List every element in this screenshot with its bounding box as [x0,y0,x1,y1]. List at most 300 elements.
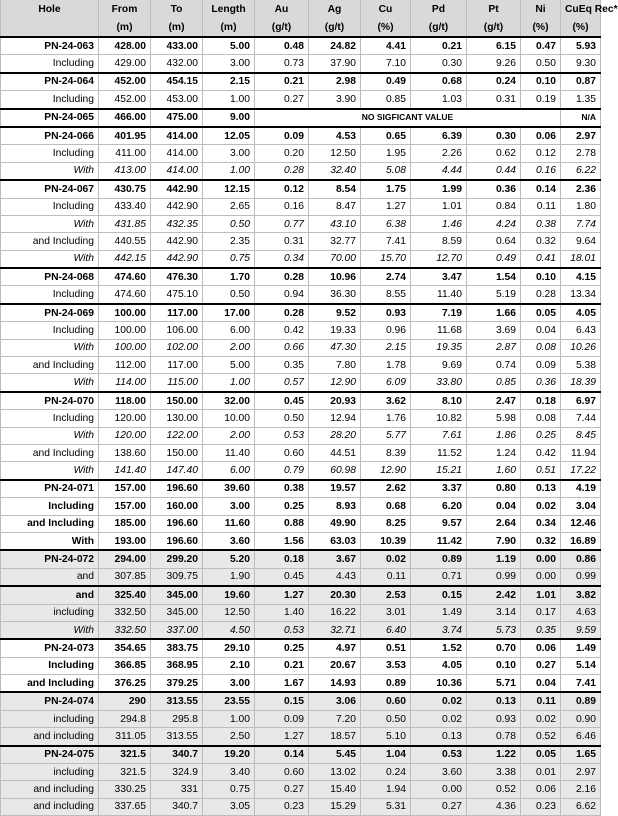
cell-from: 474.60 [99,268,151,286]
cell-ni: 0.04 [521,675,561,693]
table-row [1,250,601,268]
cell-ni: 0.18 [521,392,561,410]
cell-length: 3.60 [203,532,255,550]
cell-ni: 1.01 [521,586,561,604]
hole-id: PN-24-072 [1,550,99,568]
hole-id: PN-24-066 [1,127,99,145]
cell-cueq: 4.63 [561,604,601,621]
cell-pd: 0.15 [411,586,467,604]
table-row [1,710,601,727]
hole-id: and [1,586,99,604]
cell-to: 313.55 [151,728,203,746]
cell-ag: 12.94 [309,410,361,427]
hole-id: Including [1,198,99,215]
column-unit-ag: (g/t) [309,18,361,37]
cell-cu: 8.39 [361,444,411,461]
cell-cueq: 18.39 [561,374,601,392]
cell-pt: 1.24 [467,444,521,461]
cell-cu: 0.68 [361,498,411,515]
cell-pd: 1.03 [411,91,467,109]
cell-au: 0.94 [255,286,309,304]
cell-au: 1.27 [255,586,309,604]
cell-ni: 0.09 [521,357,561,374]
cell-ni: 0.16 [521,162,561,180]
table-row [1,586,601,604]
cell-from: 440.55 [99,233,151,250]
cell-cueq: 16.89 [561,532,601,550]
table-row [1,109,601,127]
cell-pt: 2.42 [467,586,521,604]
cell-length: 2.15 [203,73,255,91]
cell-length: 5.00 [203,357,255,374]
cell-cueq: 11.94 [561,444,601,461]
cell-length: 10.00 [203,410,255,427]
cell-pd: 19.35 [411,339,467,356]
cell-pt: 0.52 [467,781,521,798]
cell-pd: 0.53 [411,746,467,764]
cell-pt: 2.47 [467,392,521,410]
cell-ag: 43.10 [309,215,361,232]
cell-from: 157.00 [99,480,151,498]
cell-to: 340.7 [151,746,203,764]
cell-ni: 0.17 [521,604,561,621]
cell-cu: 0.50 [361,710,411,727]
cell-ni: 0.25 [521,427,561,444]
cell-length: 4.50 [203,621,255,639]
hole-id: and Including [1,444,99,461]
cell-length: 5.20 [203,550,255,568]
cell-length: 17.00 [203,304,255,322]
cell-to: 309.75 [151,568,203,586]
cell-pt: 6.15 [467,37,521,55]
cell-length: 3.00 [203,498,255,515]
cell-to: 475.10 [151,286,203,304]
hole-id: With [1,339,99,356]
cell-from: 294.00 [99,550,151,568]
cell-to: 196.60 [151,532,203,550]
cell-pt: 0.85 [467,374,521,392]
cell-from: 413.00 [99,162,151,180]
hole-id: including [1,710,99,727]
cell-pt: 7.90 [467,532,521,550]
cell-length: 2.50 [203,728,255,746]
cell-cueq: 2.97 [561,127,601,145]
hole-id: PN-24-074 [1,692,99,710]
cell-from: 474.60 [99,286,151,304]
cell-cu: 0.89 [361,675,411,693]
cell-cueq: 17.22 [561,462,601,480]
hole-id: PN-24-067 [1,180,99,198]
cell-from: 100.00 [99,322,151,339]
cell-au: 0.16 [255,198,309,215]
cell-to: 313.55 [151,692,203,710]
hole-id: and Including [1,233,99,250]
cell-length: 23.55 [203,692,255,710]
cell-pt: 1.66 [467,304,521,322]
cell-ag: 37.90 [309,55,361,73]
hole-id: With [1,162,99,180]
cell-cueq: 0.87 [561,73,601,91]
cell-ag: 10.96 [309,268,361,286]
cell-au: 0.88 [255,515,309,532]
cell-cueq: 5.14 [561,657,601,674]
cell-pd: 1.49 [411,604,467,621]
cell-cu: 1.04 [361,746,411,764]
cell-au: 0.27 [255,91,309,109]
column-unit-au: (g/t) [255,18,309,37]
cell-to: 414.00 [151,127,203,145]
cell-au: 0.48 [255,37,309,55]
cell-to: 442.90 [151,233,203,250]
cell-ag: 2.98 [309,73,361,91]
cell-pt: 0.84 [467,198,521,215]
cell-ag: 20.93 [309,392,361,410]
cell-ag: 16.22 [309,604,361,621]
cell-pt: 0.93 [467,710,521,727]
table-row [1,746,601,764]
table-row [1,91,601,109]
table-row [1,37,601,55]
cell-pd: 6.39 [411,127,467,145]
cell-to: 454.15 [151,73,203,91]
hole-id: and Including [1,675,99,693]
cell-cu: 1.95 [361,145,411,162]
cell-au: 0.18 [255,550,309,568]
cell-au: 0.27 [255,781,309,798]
table-row [1,215,601,232]
cell-pd: 11.52 [411,444,467,461]
cell-ag: 36.30 [309,286,361,304]
cell-au: 0.28 [255,162,309,180]
cell-pd: 1.52 [411,639,467,657]
cell-length: 2.35 [203,233,255,250]
table-row [1,568,601,586]
cell-from: 307.85 [99,568,151,586]
cell-pd: 33.80 [411,374,467,392]
cell-ni: 0.19 [521,91,561,109]
cell-ag: 20.30 [309,586,361,604]
cell-pd: 1.46 [411,215,467,232]
hole-id: Including [1,657,99,674]
cell-to: 442.90 [151,250,203,268]
cell-ni: 0.14 [521,180,561,198]
table-row [1,728,601,746]
cell-pd: 15.21 [411,462,467,480]
cell-from: 112.00 [99,357,151,374]
cell-ag: 7.80 [309,357,361,374]
cell-ni: 0.05 [521,746,561,764]
cell-cueq: 0.86 [561,550,601,568]
cell-ni: 0.06 [521,127,561,145]
cell-pd: 3.60 [411,764,467,781]
cell-length: 29.10 [203,639,255,657]
hole-id: PN-24-071 [1,480,99,498]
table-row [1,55,601,73]
cell-length: 12.15 [203,180,255,198]
cell-pd: 3.74 [411,621,467,639]
cell-cueq: 5.38 [561,357,601,374]
cell-au: 0.77 [255,215,309,232]
table-row [1,374,601,392]
cell-cueq: 6.22 [561,162,601,180]
hole-id: With [1,250,99,268]
cell-cu: 6.38 [361,215,411,232]
cell-to: 299.20 [151,550,203,568]
column-header-to: To [151,0,203,18]
table-row [1,621,601,639]
cell-ni: 0.02 [521,498,561,515]
cell-pt: 5.98 [467,410,521,427]
cell-ni: 0.08 [521,339,561,356]
hole-id: and including [1,781,99,798]
cell-pd: 1.99 [411,180,467,198]
cell-cueq: 2.97 [561,764,601,781]
cell-cueq: 12.46 [561,515,601,532]
cell-to: 150.00 [151,392,203,410]
cell-cu: 2.15 [361,339,411,356]
cell-from: 442.15 [99,250,151,268]
cell-from: 100.00 [99,304,151,322]
cell-pd: 0.13 [411,728,467,746]
cell-cueq: 1.49 [561,639,601,657]
column-header-ag: Ag [309,0,361,18]
cell-from: 354.65 [99,639,151,657]
cell-ni: 0.50 [521,55,561,73]
cell-ni: 0.32 [521,233,561,250]
table-row [1,127,601,145]
cell-to: 102.00 [151,339,203,356]
cell-ni: 0.51 [521,462,561,480]
cell-cu: 7.10 [361,55,411,73]
cell-cu: 1.94 [361,781,411,798]
table-row [1,781,601,798]
cell-au: 0.23 [255,798,309,815]
cell-pd: 7.19 [411,304,467,322]
cell-pt: 0.49 [467,250,521,268]
hole-id: PN-24-068 [1,268,99,286]
cell-cueq: 6.43 [561,322,601,339]
table-row [1,675,601,693]
cell-pt: 0.24 [467,73,521,91]
table-row [1,604,601,621]
cell-pd: 11.42 [411,532,467,550]
hole-id: Including [1,55,99,73]
cell-from: 311.05 [99,728,151,746]
cell-length: 11.60 [203,515,255,532]
cell-pt: 0.30 [467,127,521,145]
cell-ni: 0.06 [521,781,561,798]
cell-ag: 4.53 [309,127,361,145]
hole-id: With [1,427,99,444]
cell-from: 337.65 [99,798,151,815]
cell-from: 157.00 [99,498,151,515]
hole-id: Including [1,410,99,427]
cell-length: 19.20 [203,746,255,764]
column-header-length: Length [203,0,255,18]
column-header-cueq: CuEq Rec* [561,0,601,18]
cell-cueq: 7.44 [561,410,601,427]
cell-pd: 1.01 [411,198,467,215]
column-unit-length: (m) [203,18,255,37]
cell-pd: 0.02 [411,692,467,710]
cell-cueq: 4.05 [561,304,601,322]
column-header-hole: Hole [1,0,99,18]
cell-pt: 0.31 [467,91,521,109]
cell-cu: 0.93 [361,304,411,322]
cell-pd: 6.20 [411,498,467,515]
cell-ni: 0.27 [521,657,561,674]
cell-pt: 4.24 [467,215,521,232]
cell-au: 0.73 [255,55,309,73]
table-header [1,0,618,37]
hole-id: PN-24-073 [1,639,99,657]
cell-au: 0.12 [255,180,309,198]
cell-to: 379.25 [151,675,203,693]
cell-pt: 3.69 [467,322,521,339]
table-row [1,198,601,215]
cell-to: 433.00 [151,37,203,55]
cell-ag: 9.52 [309,304,361,322]
cell-au: 0.57 [255,374,309,392]
cell-length: 1.90 [203,568,255,586]
cell-to: 147.40 [151,462,203,480]
column-header-cu: Cu [361,0,411,18]
cell-cueq: 18.01 [561,250,601,268]
hole-id: Including [1,286,99,304]
cell-cueq: 4.15 [561,268,601,286]
cell-to: 414.00 [151,162,203,180]
table-row [1,480,601,498]
cell-cu: 1.78 [361,357,411,374]
cell-ni: 0.12 [521,145,561,162]
cell-ni: 0.05 [521,304,561,322]
column-unit-cueq: (%) [561,18,601,37]
cell-from: 120.00 [99,427,151,444]
cell-pd: 3.37 [411,480,467,498]
column-header-pt: Pt [467,0,521,18]
cell-pt: 3.38 [467,764,521,781]
cell-cueq: 9.59 [561,621,601,639]
cell-to: 475.00 [151,109,203,127]
cell-pt: 5.71 [467,675,521,693]
table-row [1,427,601,444]
cell-au: 0.38 [255,480,309,498]
cell-ag: 63.03 [309,532,361,550]
cell-cu: 5.77 [361,427,411,444]
cell-pt: 0.74 [467,357,521,374]
table-row [1,180,601,198]
cell-from: 366.85 [99,657,151,674]
cell-pt: 0.99 [467,568,521,586]
hole-id: With [1,621,99,639]
table-row [1,339,601,356]
cell-length: 2.00 [203,427,255,444]
cell-from: 321.5 [99,764,151,781]
cell-cu: 0.51 [361,639,411,657]
cell-cu: 8.55 [361,286,411,304]
cell-ni: 0.42 [521,444,561,461]
cell-from: 401.95 [99,127,151,145]
cell-length: 1.00 [203,374,255,392]
cell-pd: 7.61 [411,427,467,444]
cell-au: 0.15 [255,692,309,710]
hole-id: and [1,568,99,586]
cell-cu: 15.70 [361,250,411,268]
cell-pd: 0.27 [411,798,467,815]
cell-pt: 0.64 [467,233,521,250]
column-header-from: From [99,0,151,18]
cell-from: 428.00 [99,37,151,55]
cell-cueq: 9.64 [561,233,601,250]
cell-au: 1.40 [255,604,309,621]
cell-au: 0.53 [255,621,309,639]
hole-id: and including [1,798,99,815]
cell-length: 6.00 [203,462,255,480]
cell-ni: 0.08 [521,410,561,427]
hole-id: and Including [1,515,99,532]
cell-ni: 0.04 [521,322,561,339]
column-unit-hole [1,18,99,37]
cell-to: 442.90 [151,198,203,215]
table-row [1,233,601,250]
table-row [1,498,601,515]
cell-pd: 3.47 [411,268,467,286]
cell-pd: 10.36 [411,675,467,693]
cell-ag: 4.97 [309,639,361,657]
hole-id: PN-24-069 [1,304,99,322]
cell-cueq: 0.99 [561,568,601,586]
cell-pd: 4.44 [411,162,467,180]
cell-from: 325.40 [99,586,151,604]
cell-length: 0.50 [203,286,255,304]
cell-pt: 1.19 [467,550,521,568]
cell-from: 452.00 [99,91,151,109]
cell-au: 0.60 [255,444,309,461]
cell-to: 432.00 [151,55,203,73]
cell-pd: 0.00 [411,781,467,798]
table-row [1,550,601,568]
cell-cueq: 13.34 [561,286,601,304]
cell-to: 130.00 [151,410,203,427]
cell-au: 1.27 [255,728,309,746]
cell-au: 1.56 [255,532,309,550]
cell-length: 2.65 [203,198,255,215]
table-body [1,37,601,816]
cell-au: 0.09 [255,710,309,727]
cell-ni: 0.32 [521,532,561,550]
cell-au: 0.45 [255,392,309,410]
cell-length: 5.00 [203,37,255,55]
cell-from: 118.00 [99,392,151,410]
cell-cu: 4.41 [361,37,411,55]
hole-id: and Including [1,357,99,374]
hole-id: PN-24-065 [1,109,99,127]
hole-id: With [1,462,99,480]
cell-ni: 0.52 [521,728,561,746]
cell-ni: 0.06 [521,639,561,657]
cell-ni: 0.11 [521,198,561,215]
cell-to: 442.90 [151,180,203,198]
cell-pt: 0.04 [467,498,521,515]
hole-id: PN-24-063 [1,37,99,55]
cell-pt: 1.22 [467,746,521,764]
cell-length: 12.50 [203,604,255,621]
cell-length: 19.60 [203,586,255,604]
cell-pd: 4.05 [411,657,467,674]
cell-ni: 0.41 [521,250,561,268]
cell-au: 0.20 [255,145,309,162]
cell-ni: 0.23 [521,798,561,815]
